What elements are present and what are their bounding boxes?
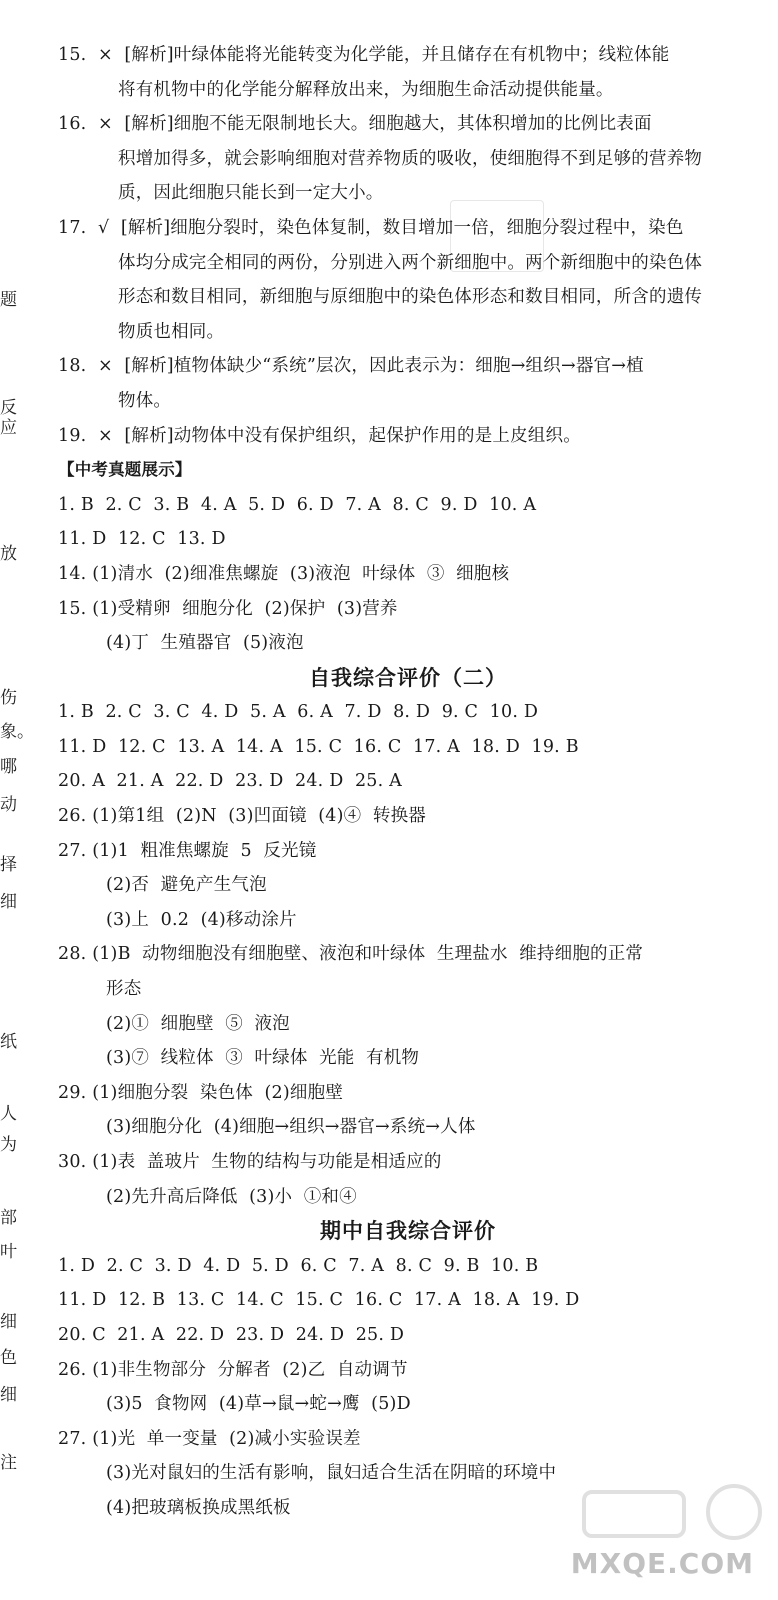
left-fragment: 细 bbox=[0, 892, 17, 912]
left-fragment: 人 bbox=[0, 1104, 17, 1124]
left-margin-fragments bbox=[0, 0, 34, 1600]
answer-line: 物体。 bbox=[118, 390, 172, 411]
left-fragment: 择 bbox=[0, 855, 17, 875]
answer-line: (2)先升高后降低 (3)小 ①和④ bbox=[106, 1186, 357, 1207]
left-fragment: 伤 bbox=[0, 688, 17, 708]
answer-line: 形态 bbox=[106, 979, 142, 1000]
left-fragment: 叶 bbox=[0, 1242, 17, 1262]
left-fragment: 为 bbox=[0, 1135, 17, 1155]
answer-line: (4)丁 生殖器官 (5)液泡 bbox=[106, 633, 304, 654]
answer-line: 15. × [解析]叶绿体能将光能转变为化学能，并且储存在有机物中；线粒体能 bbox=[58, 45, 670, 65]
left-fragment: 放 bbox=[0, 544, 17, 564]
answer-line: 15. (1)受精卵 细胞分化 (2)保护 (3)营养 bbox=[58, 598, 398, 619]
answer-line: 形态和数目相同，新细胞与原细胞中的染色体形态和数目相同，所含的遗传 bbox=[118, 287, 703, 308]
left-fragment: 细 bbox=[0, 1385, 17, 1405]
answer-line: 26. (1)非生物部分 分解者 (2)乙 自动调节 bbox=[58, 1359, 408, 1380]
answer-line: 18. × [解析]植物体缺少“系统”层次，因此表示为：细胞→组织→器官→植 bbox=[58, 356, 644, 377]
section-title: 自我综合评价（二） bbox=[309, 665, 507, 690]
answer-line: 30. (1)表 盖玻片 生物的结构与功能是相适应的 bbox=[58, 1152, 442, 1172]
left-fragment: 象。 bbox=[0, 722, 34, 742]
left-fragment: 细 bbox=[0, 1312, 17, 1332]
left-fragment: 色 bbox=[0, 1348, 17, 1368]
answer-line: 11. D 12. B 13. C 14. C 15. C 16. C 17. A 18. A 19. D bbox=[58, 1290, 580, 1311]
answer-line: 积增加得多，就会影响细胞对营养物质的吸收，使细胞得不到足够的营养物 bbox=[118, 148, 703, 169]
answer-line: 1. D 2. C 3. D 4. D 5. D 6. C 7. A 8. C 9. B 10. B bbox=[58, 1255, 539, 1276]
answer-line: 20. A 21. A 22. D 23. D 24. D 25. A bbox=[58, 771, 402, 792]
answer-line: (2)否 避免产生气泡 bbox=[106, 875, 267, 896]
left-fragment: 注 bbox=[0, 1453, 17, 1473]
answer-line: (2)① 细胞壁 ⑤ 液泡 bbox=[106, 1013, 290, 1034]
answer-line: 29. (1)细胞分裂 染色体 (2)细胞壁 bbox=[58, 1082, 344, 1103]
answer-line: 物质也相同。 bbox=[118, 321, 225, 342]
answer-line: (3)5 食物网 (4)草→鼠→蛇→鹰 (5)D bbox=[106, 1394, 411, 1415]
watermark-text: MXQE.COM bbox=[570, 1547, 754, 1580]
left-fragment: 纸 bbox=[0, 1032, 17, 1052]
answer-line: 28. (1)B 动物细胞没有细胞壁、液泡和叶绿体 生理盐水 维持细胞的正常 bbox=[58, 944, 644, 965]
answer-line: 体均分成完全相同的两份，分别进入两个新细胞中。两个新细胞中的染色体 bbox=[118, 252, 703, 273]
answer-line: 质，因此细胞只能长到一定大小。 bbox=[118, 183, 384, 204]
section-title: 期中自我综合评价 bbox=[320, 1219, 496, 1244]
answer-line: 17. √ [解析]细胞分裂时，染色体复制，数目增加一倍，细胞分裂过程中，染色 bbox=[58, 217, 684, 238]
answer-line: 19. × [解析]动物体中没有保护组织，起保护作用的是上皮组织。 bbox=[58, 425, 581, 446]
answer-line: 26. (1)第1组 (2)N (3)凹面镜 (4)④ 转换器 bbox=[58, 806, 426, 827]
answer-line: 27. (1)1 粗准焦螺旋 5 反光镜 bbox=[58, 840, 317, 861]
left-fragment: 动 bbox=[0, 795, 17, 815]
answer-key-content bbox=[58, 38, 758, 1526]
answer-line: 27. (1)光 单一变量 (2)减小实验误差 bbox=[58, 1428, 361, 1449]
answer-line: 20. C 21. A 22. D 23. D 24. D 25. D bbox=[58, 1324, 405, 1345]
answer-line: 14. (1)清水 (2)细准焦螺旋 (3)液泡 叶绿体 ③ 细胞核 bbox=[58, 563, 510, 584]
left-fragment: 反应 bbox=[0, 398, 17, 438]
answer-line: 将有机物中的化学能分解释放出来，为细胞生命活动提供能量。 bbox=[118, 79, 614, 100]
answer-line: (3)⑦ 线粒体 ③ 叶绿体 光能 有机物 bbox=[106, 1048, 420, 1069]
answer-line: (4)把玻璃板换成黑纸板 bbox=[106, 1497, 291, 1518]
subsection-heading: 【中考真题展示】 bbox=[58, 460, 192, 480]
answer-line: (3)上 0.2 (4)移动涂片 bbox=[106, 909, 297, 930]
answer-line: (3)光对鼠妇的生活有影响，鼠妇适合生活在阴暗的环境中 bbox=[106, 1463, 557, 1484]
left-fragment: 哪 bbox=[0, 757, 17, 777]
left-fragment: 题 bbox=[0, 290, 17, 310]
left-fragment: 部 bbox=[0, 1208, 17, 1228]
answer-line: 16. × [解析]细胞不能无限制地长大。细胞越大，其体积增加的比例比表面 bbox=[58, 114, 652, 135]
answer-line: 1. B 2. C 3. C 4. D 5. A 6. A 7. D 8. D 9. C 10. D bbox=[58, 702, 539, 723]
answer-line: (3)细胞分化 (4)细胞→组织→器官→系统→人体 bbox=[106, 1117, 476, 1138]
answer-line: 11. D 12. C 13. A 14. A 15. C 16. C 17. A 18. D 19. B bbox=[58, 736, 579, 757]
answer-line: 1. B 2. C 3. B 4. A 5. D 6. D 7. A 8. C 9. D 10. A bbox=[58, 494, 537, 515]
answer-line: 11. D 12. C 13. D bbox=[58, 529, 226, 550]
